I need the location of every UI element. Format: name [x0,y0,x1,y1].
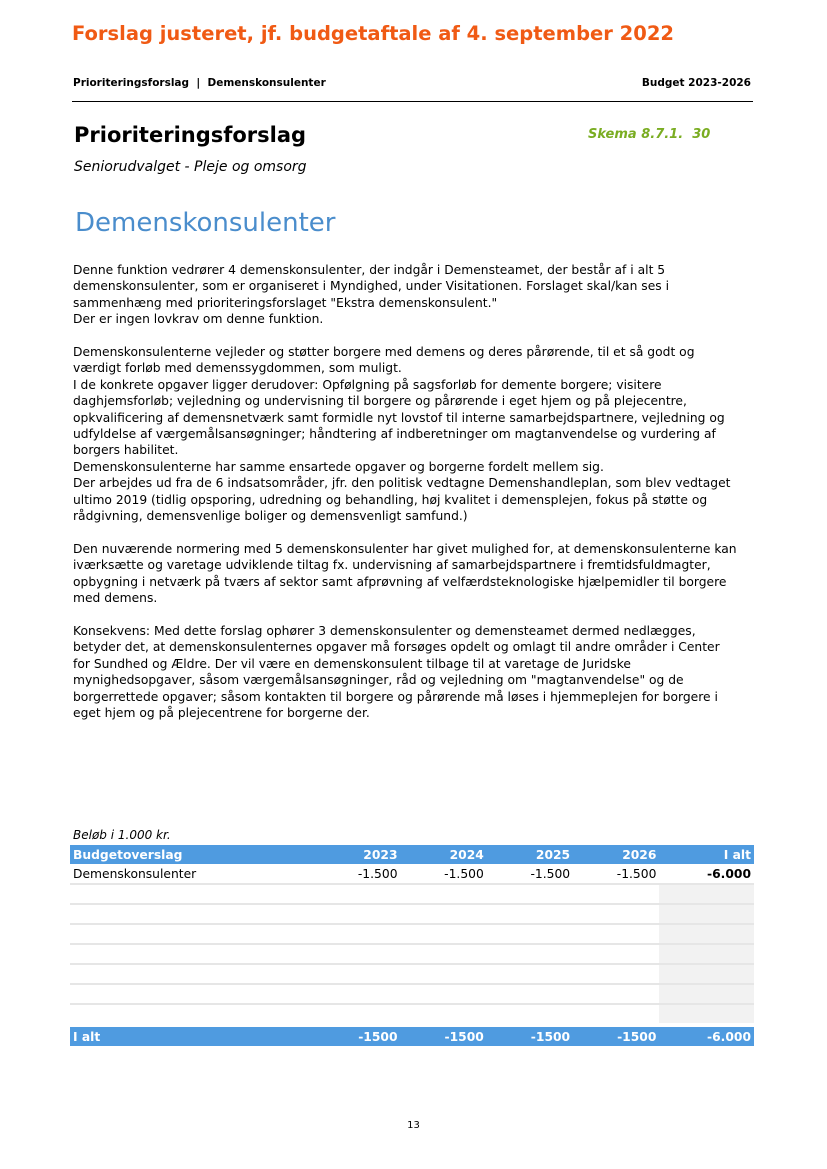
empty-row [70,904,754,924]
text-line: ultimo 2019 (tidlig opsporing, udredning og behandling, høj kvalitet i demensplejen, fokus på støtte og [73,492,708,507]
paragraph-gap [73,607,737,623]
table-cell: -1.500 [357,866,398,881]
text-line: borgers habilitet. [73,443,179,458]
table-cell: -1.500 [616,866,657,881]
text-line: I de konkrete opgaver ligger derudover: Opfølgning på sagsforløb for demente borgere; visitere [73,377,662,392]
schema-number: Skema 8.7.1. 30 [588,127,711,142]
text-line: med demens. [73,591,158,606]
text-line: daghjemsforløb; vejledning og undervisning til borgere og pårørende i eget hjem og på plejecentre, [73,394,687,409]
text-line: sammenhæng med prioriteringsforslaget "Ekstra demenskonsulent." [73,295,498,310]
empty-row [70,984,754,1004]
paragraph [73,344,737,524]
empty-row [70,884,754,904]
column-header: 2026 [573,845,659,864]
table-cell: -1.500 [444,866,484,881]
text-line: Demenskonsulenterne har samme ensartede opgaver og borgerne fordelt mellem sig. [73,459,604,474]
budget-table [70,845,754,1046]
text-line: demenskonsulenter, som er organiseret i Myndighed, under Visitationen. Forslaget skal/kan ses i [73,279,670,294]
body-text [73,262,737,721]
paragraph [73,623,737,721]
table-row [70,864,754,884]
paragraph-gap [73,524,737,540]
paragraph [73,541,737,607]
running-header-left: Prioriteringsforslag | Demenskonsulenter [73,77,326,89]
text-line: udfyldelse af værgemålsansøgninger; håndtering af indberetninger om magtanvendelse og vurdering af [73,427,716,442]
text-line: opbygning i netværk på tværs af sektor samt afprøvning af velfærdsteknologiske hjælpemidler til borgere [73,574,727,589]
column-header: I alt [659,845,754,864]
column-header: Budgetoverslag [70,845,314,864]
empty-row [70,1004,754,1023]
text-line: rådgivning, demensvenlige boliger og demensvenligt samfund.) [73,509,468,524]
text-line: Der er ingen lovkrav om denne funktion. [73,312,324,327]
column-header: 2025 [487,845,573,864]
column-header: 2023 [314,845,400,864]
column-header: 2024 [401,845,487,864]
text-line: betyder det, at demenskonsulenternes opgaver må forsøges opdelt og omlagt til andre områder i Center [73,640,720,655]
text-line: Der arbejdes ud fra de 6 indsatsområder, jfr. den politisk vedtagne Demenshandleplan, som blev vedtaget [73,476,731,491]
empty-row [70,944,754,964]
table-cell: -6.000 [659,1027,754,1046]
text-line: borgerrettede opgaver; såsom kontakten til borgere og pårørende må løses i hjemmeplejen for borgere i [73,689,718,704]
amount-unit-note: Beløb i 1.000 kr. [73,828,171,842]
text-line: iværksætte og varetage udviklende tiltag fx. undervisning af samarbejdspartnere i fremtidsfuldmagter, [73,558,711,573]
text-line: for Sundhed og Ældre. Der vil være en demenskonsulent tilbage til at varetage de Juridske [73,656,631,671]
running-header-right: Budget 2023-2026 [641,77,751,89]
table-cell: -1500 [401,1027,487,1046]
paragraph-gap [73,328,737,344]
total-row [70,1027,754,1046]
table-cell: -1.500 [530,866,571,881]
text-line: Den nuværende normering med 5 demenskonsulenter har givet mulighed for, at demenskonsulenterne kan [73,541,737,556]
paragraph [73,262,737,328]
section-heading: Demenskonsulenter [75,208,336,238]
header-divider [72,101,753,102]
banner-title: Forslag justeret, jf. budgetaftale af 4. september 2022 [72,22,674,45]
text-line: værdigt forløb med demenssygdommen, som muligt. [73,361,402,376]
text-line: Demenskonsulenterne vejleder og støtter borgere med demens og deres pårørende, til et så godt og [73,345,695,360]
text-line: Konsekvens: Med dette forslag ophører 3 demenskonsulenter og demensteamet dermed nedlægges, [73,623,696,638]
page-title: Prioriteringsforslag [74,123,307,147]
text-line: opkvalificering af demensnetværk samt formidle nyt lovstof til interne samarbejdspartnere, vejledning og [73,410,725,425]
subtitle: Seniorudvalget - Pleje og omsorg [74,159,307,175]
text-line: Denne funktion vedrører 4 demenskonsulenter, der indgår i Demensteamet, der består af i alt 5 [73,263,666,277]
table-cell: -1500 [314,1027,400,1046]
table-cell: I alt [70,1027,314,1046]
table-cell: -6.000 [707,866,751,881]
text-line: mynighedsopgaver, såsom værgemålsansøgninger, råd og vejledning om "magtanvendelse" og de [73,673,684,688]
table-cell: -1500 [573,1027,659,1046]
text-line: eget hjem og på plejecentrene for borgerne der. [73,705,370,720]
table-cell: -1500 [487,1027,573,1046]
empty-row [70,964,754,984]
table-header-row [70,845,754,864]
page-number: 13 [407,1120,420,1131]
table-cell: Demenskonsulenter [73,866,197,881]
empty-row [70,924,754,944]
